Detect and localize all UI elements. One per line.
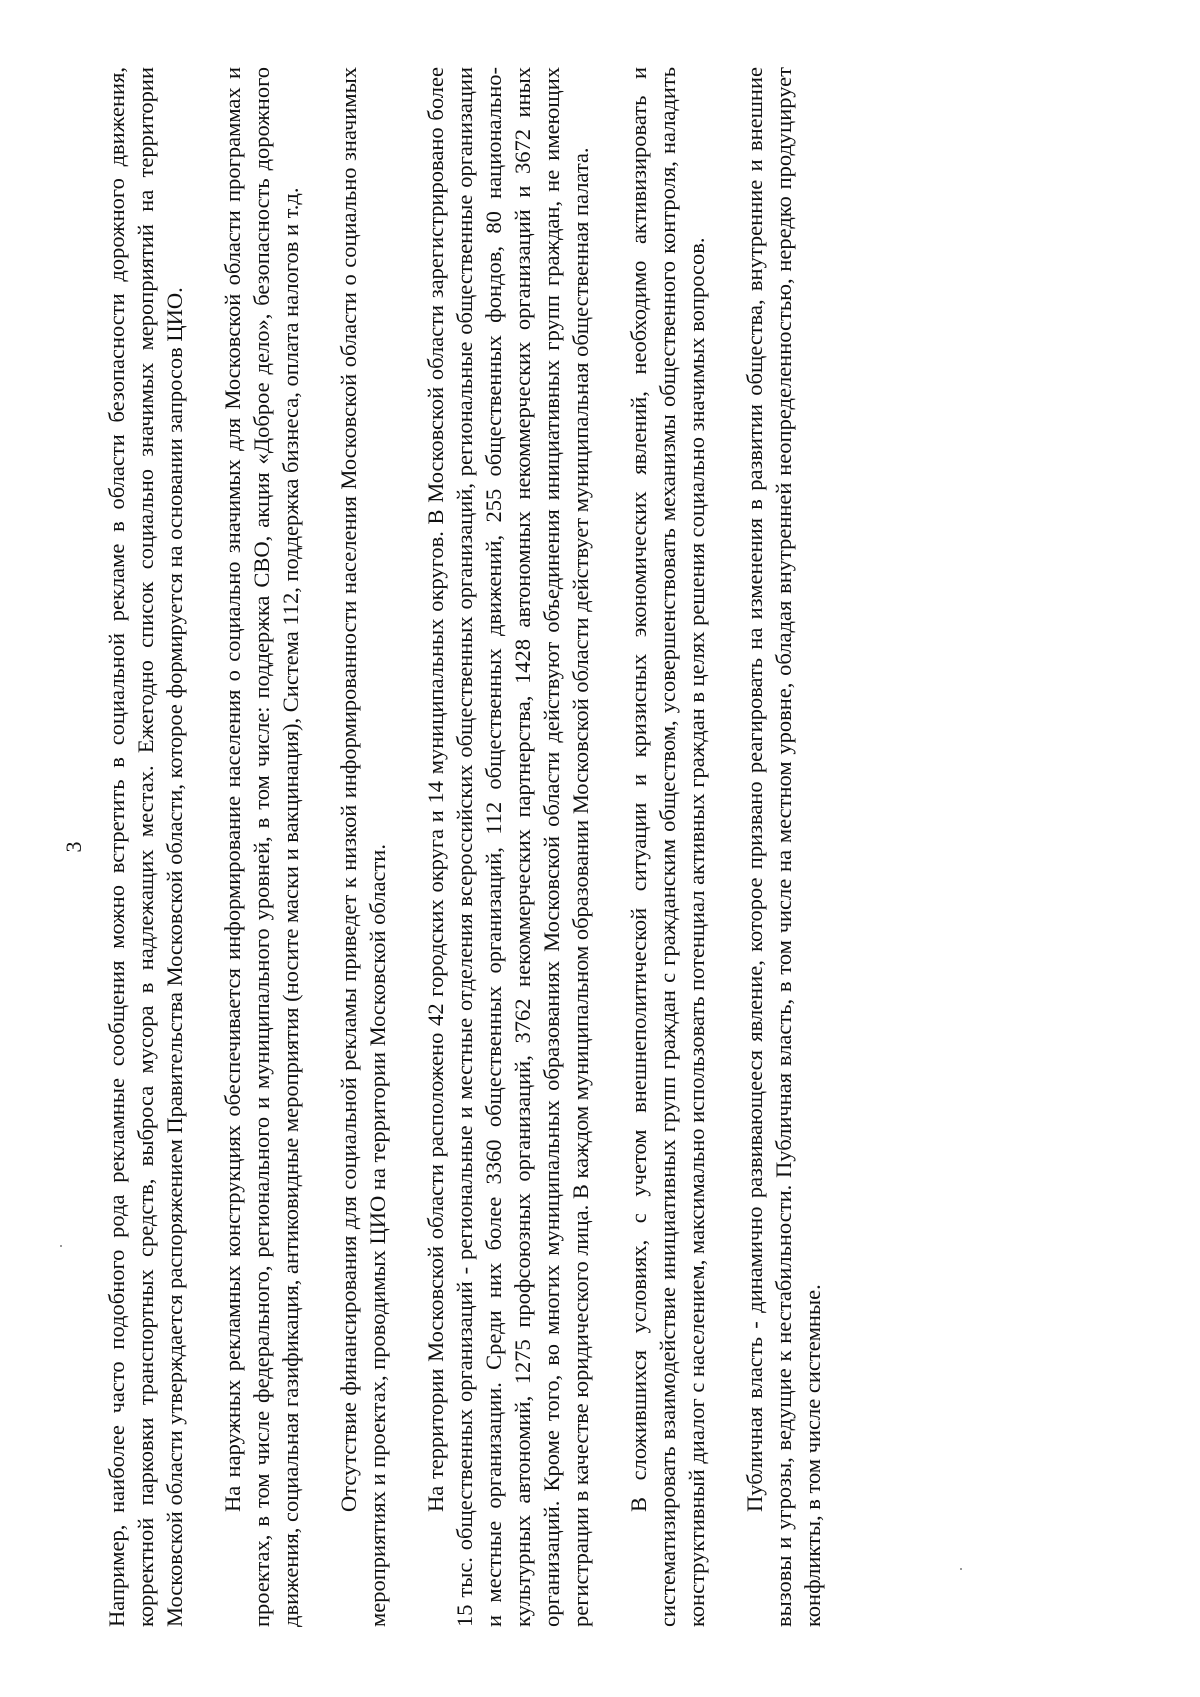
document-page <box>60 67 1150 1627</box>
paragraph-organizations: На территории Московской области расположено 42 городских округа и 14 муниципальных округов. В Московской области зарегистрировано более 15 тыс. общественных организаций - региональные и местные отделения всероссийских общественных организаций, региональные общественные организации и местные организации. Среди них более 3360 общественных организаций, 112 общественных движений, 255 общественных фондов, 80 национально-культурных автономий, 1275 профсоюзных организаций, 3762 некоммерческих партнерства, 1428 автономных некоммерческих организаций и 3672 иных организаций. Кроме того, во многих муниципальных образованиях Московской области действуют объединения инициативных групп граждан, не имеющих регистрации в качестве юридического лица. В каждом муниципальном образовании Московской области действует муниципальная общественная палата. <box>423 67 593 1627</box>
paragraph-lack-of-funding: Отсутствие финансирования для социальной рекламы приведет к низкой информированности населения Московской области о социально значимых мероприятиях и проектах, проводимых ЦИО на территории Московской области. <box>336 67 390 1627</box>
page-number: 3 <box>61 841 86 853</box>
paragraph-social-ads-examples: Например, наиболее часто подобного рода рекламные сообщения можно встретить в социальной рекламе в области безопасности дорожного движения, корректной парковки транспортных средств, выброса мусора в надлежащих местах. Ежегодно список социально значимых мероприятий на территории Московской области утверждается распоряжением Правительства Московской области, которое формируется на основании запросов ЦИО. <box>104 67 187 1627</box>
paragraph-current-conditions: В сложившихся условиях, с учетом внешнеполитической ситуации и кризисных экономических явлений, необходимо активизировать и систематизировать взаимодействие инициативных групп граждан с гражданским обществом, усовершенствовать механизмы общественного контроля, наладить конструктивный диалог с населением, максимально использовать потенциал активных граждан в целях решения социально значимых вопросов. <box>626 67 709 1627</box>
scan-speck <box>960 1568 962 1570</box>
scan-speck <box>60 1245 62 1247</box>
paragraph-public-authority: Публичная власть - динамично развивающееся явление, которое призвано реагировать на изменения в развитии общества, внутренние и внешние вызовы и угрозы, ведущие к нестабильности. Публичная власть, в том числе на местном уровне, обладая внутренней неопределенностью, нередко продуцирует конфликты, в том числе системные. <box>742 67 825 1627</box>
paragraph-outdoor-ads: На наружных рекламных конструкциях обеспечивается информирование населения о социально значимых для Московской области программах и проектах, в том числе федерального, регионального и муниципального уровней, в том числе: поддержка СВО, акция «Доброе дело», безопасность дорожного движения, социальная газификация, антиковидные мероприятия (носите маски и вакцинация), Система 112, поддержка бизнеса, оплата налогов и т.д. <box>220 67 303 1627</box>
